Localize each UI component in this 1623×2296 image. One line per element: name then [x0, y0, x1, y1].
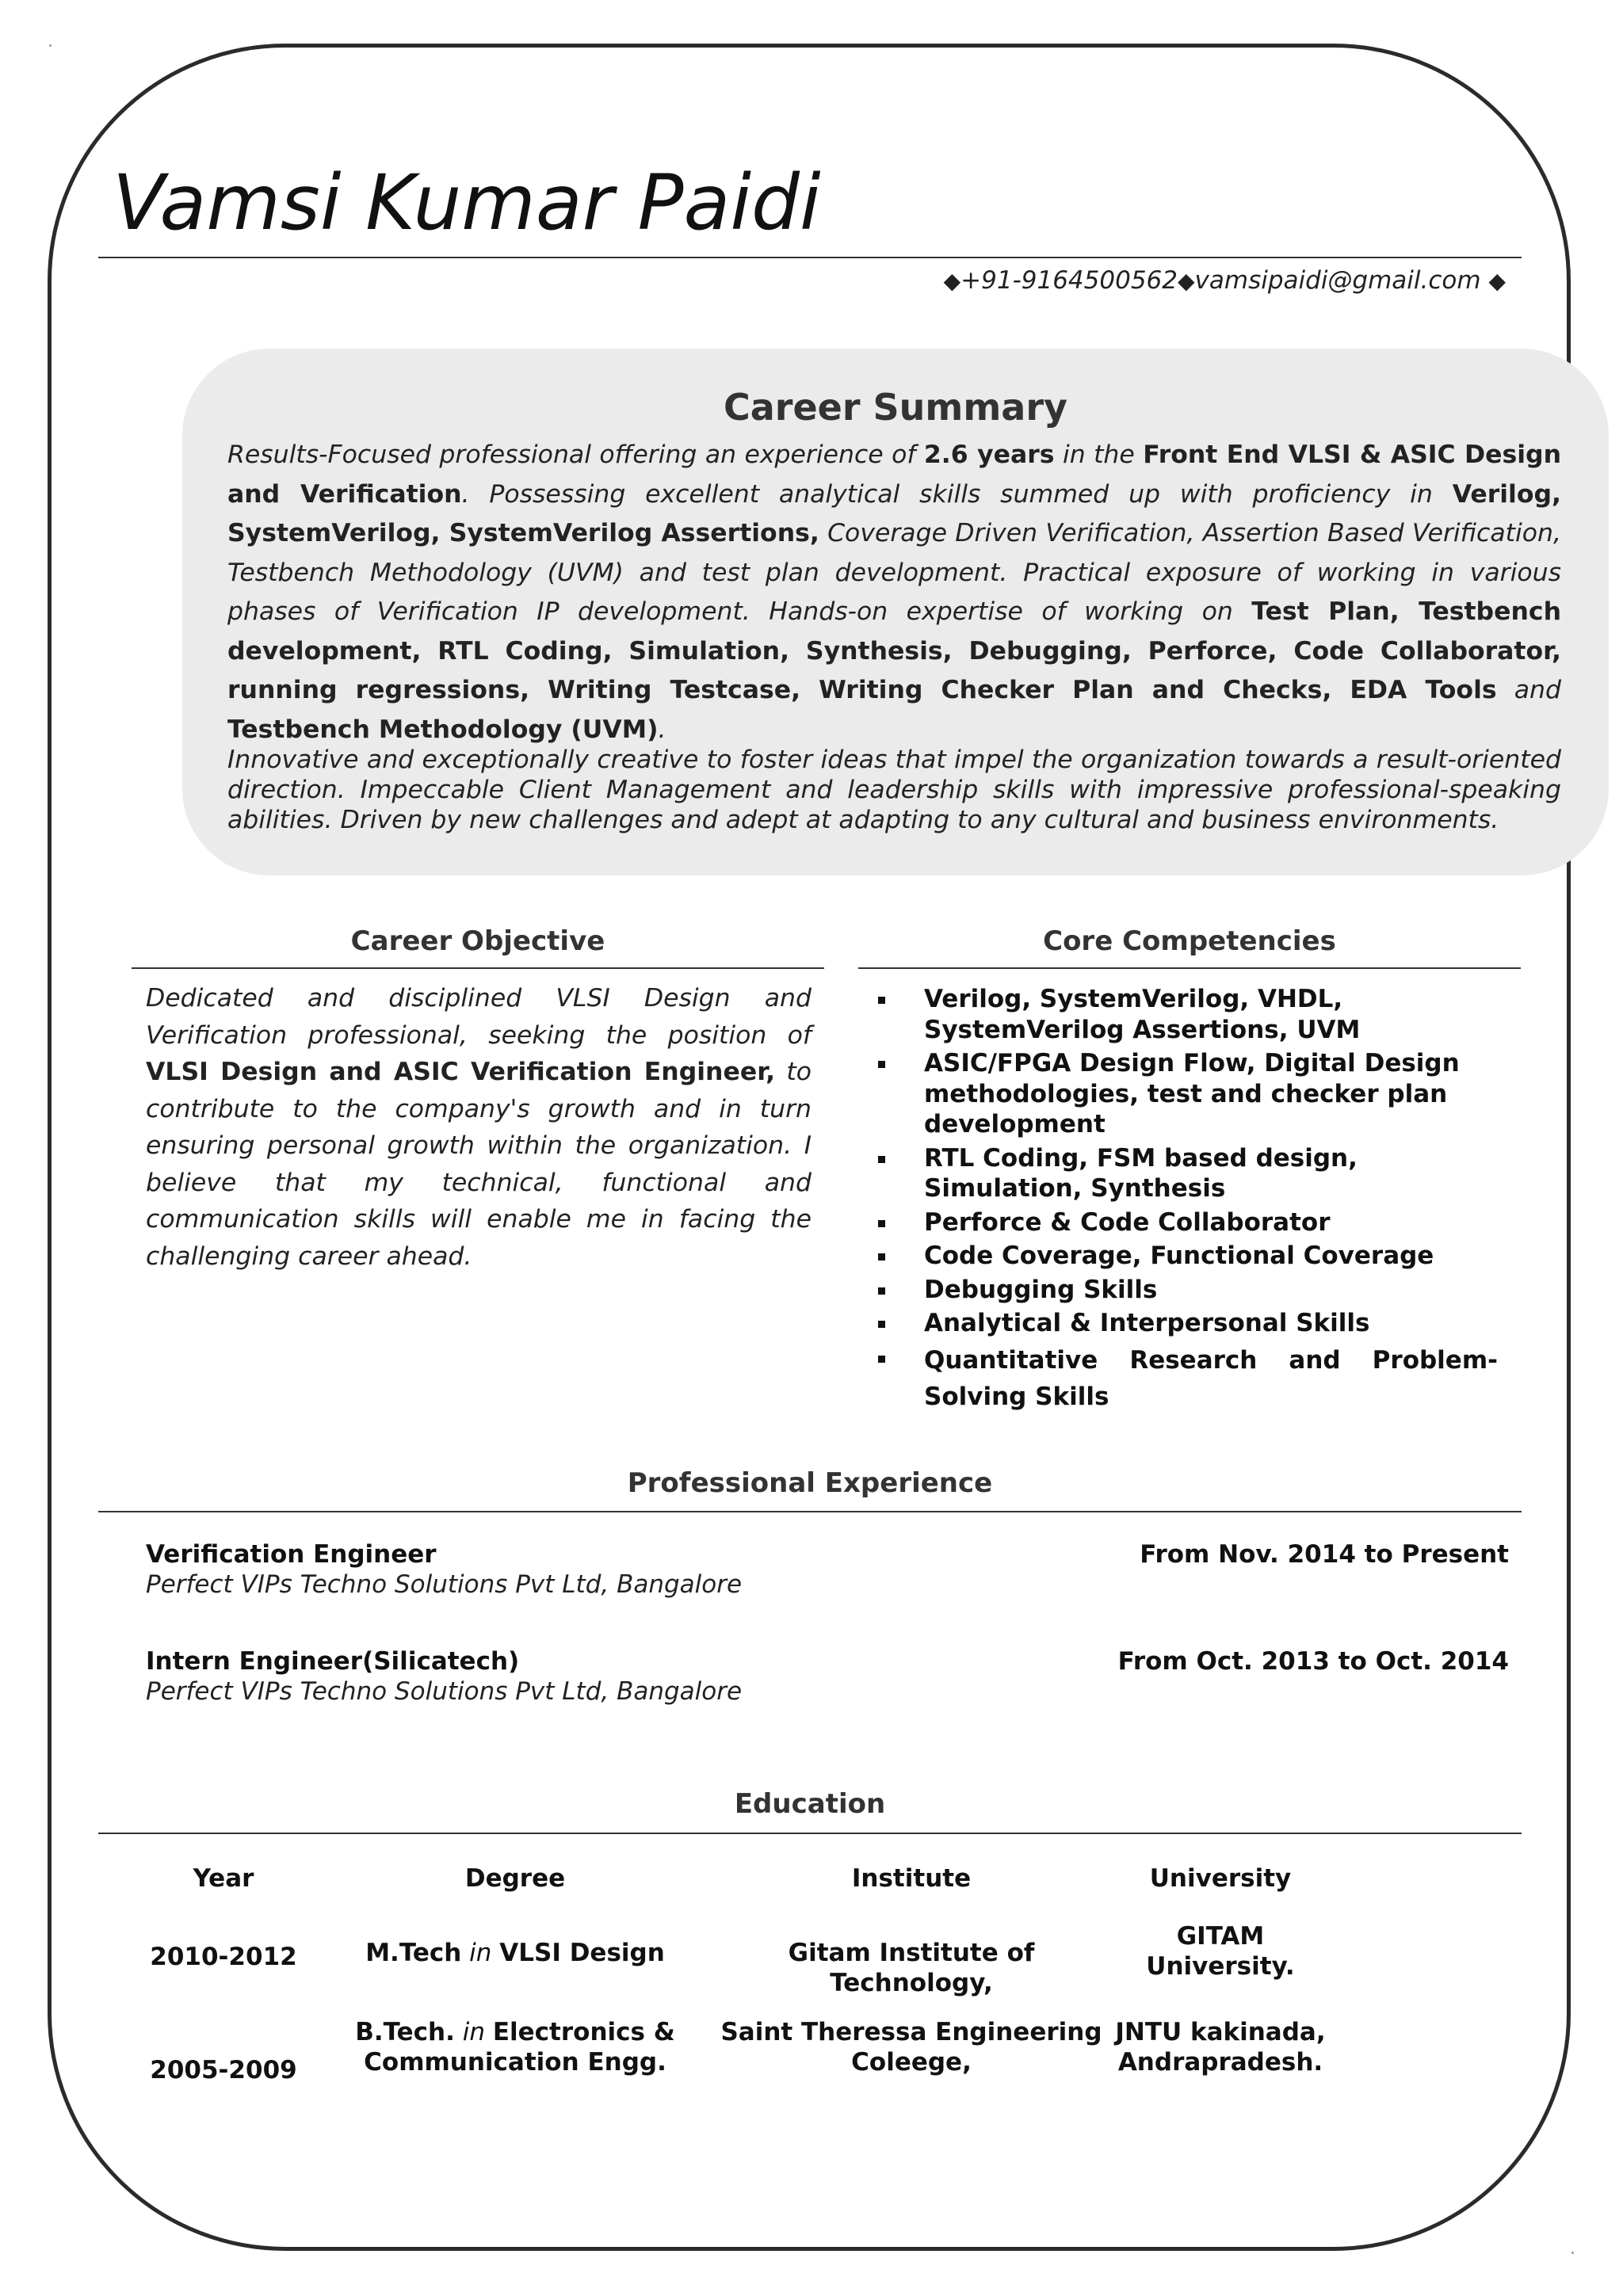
- objective-bold: VLSI Design and ASIC Verification Engineer,: [146, 1058, 776, 1086]
- university-line: Andrapradesh.: [1117, 2048, 1323, 2077]
- university-line: University.: [1146, 1952, 1295, 1981]
- university-line: GITAM: [1176, 1922, 1265, 1951]
- education-year: 2005-2009: [150, 2056, 297, 2084]
- degree-name: B.Tech.: [355, 2018, 455, 2046]
- degree-line: Communication Engg.: [364, 2048, 666, 2077]
- scan-speck: [49, 44, 52, 47]
- experience-title: Professional Experience: [627, 1467, 993, 1499]
- summary-text: . Possessing excellent analytical skills summed up with proficiency in: [461, 479, 1453, 509]
- list-item: Debugging Skills: [872, 1275, 1498, 1306]
- education-degree: [349, 1938, 682, 1968]
- list-item: Verilog, SystemVerilog, VHDL, SystemVerilog Assertions, UVM: [872, 984, 1498, 1045]
- education-university: [1109, 1921, 1331, 1981]
- table-header-year: Year: [193, 1864, 254, 1893]
- core-competencies-title: Core Competencies: [1043, 925, 1336, 957]
- candidate-name: Vamsi Kumar Paidi: [113, 158, 821, 247]
- career-summary-paragraph: [227, 436, 1561, 749]
- summary-bold: Test Plan, Testbench development, RTL Coding, Simulation, Synthesis, Debugging, Perforce, Code Collaborator, running regressions, Writing Testcase, Writing Checker Plan and Checks, EDA Tools: [227, 597, 1561, 704]
- career-summary-title: Career Summary: [723, 386, 1068, 429]
- degree-line: [349, 2017, 682, 2047]
- degree-connector: in: [461, 1939, 500, 1967]
- education-degree: [349, 2017, 682, 2077]
- university-line: JNTU kakinada,: [1115, 2018, 1326, 2046]
- objective-divider: [132, 967, 824, 969]
- summary-bold: Testbench Methodology (UVM): [227, 715, 659, 744]
- summary-bold: Verilog, SystemVerilog, SystemVerilog Assertions,: [227, 479, 1561, 547]
- job-role: Intern Engineer(Silicatech): [146, 1647, 520, 1676]
- career-objective-text: [146, 980, 812, 1275]
- degree-connector: in: [454, 2018, 493, 2046]
- phone-number[interactable]: +91-9164500562: [960, 266, 1178, 295]
- list-item: Analytical & Interpersonal Skills: [872, 1308, 1498, 1339]
- summary-text: and: [1496, 676, 1561, 704]
- contact-line: [944, 266, 1506, 295]
- header-divider: [98, 257, 1522, 258]
- education-divider: [98, 1833, 1522, 1834]
- diamond-icon: ◆: [1488, 268, 1506, 294]
- list-item: Code Coverage, Functional Coverage: [872, 1241, 1498, 1272]
- education-institute: [705, 2017, 1117, 2077]
- diamond-icon: ◆: [943, 268, 961, 294]
- table-header-university: University: [1149, 1864, 1292, 1893]
- education-year: 2010-2012: [150, 1943, 297, 1971]
- summary-bold: Front End VLSI & ASIC Design and Verification: [227, 441, 1561, 509]
- career-objective-title: Career Objective: [350, 925, 605, 957]
- objective-text: Dedicated and disciplined VLSI Design and Verification professional, seeking the position of: [146, 984, 812, 1050]
- institute-line: Saint Theressa Engineering: [720, 2018, 1102, 2046]
- degree-field: Electronics &: [492, 2018, 675, 2046]
- degree-name: M.Tech: [365, 1939, 462, 1967]
- summary-text: Coverage Driven Verification, Assertion Based Verification, Testbench Methodology (UVM) and test plan development. Practical exposure of working in various phases of Verification IP development. Hands-on expertise of working on: [227, 519, 1561, 626]
- scan-speck: [1571, 2252, 1574, 2254]
- job-role: Verification Engineer: [146, 1540, 437, 1569]
- education-title: Education: [734, 1788, 886, 1820]
- objective-text: to contribute to the company's growth and in turn ensuring personal growth within the organization. I believe that my technical, functional and communication skills will enable me in facing the challenging career ahead.: [146, 1058, 812, 1271]
- summary-text: in the: [1054, 441, 1144, 469]
- email-address[interactable]: vamsipaidi@gmail.com: [1194, 266, 1481, 295]
- list-item: RTL Coding, FSM based design, Simulation, Synthesis: [872, 1143, 1498, 1204]
- summary-text: Results-Focused professional offering an experience of: [227, 441, 924, 469]
- competencies-divider: [858, 967, 1521, 969]
- diamond-icon: ◆: [1178, 268, 1195, 294]
- table-header-institute: Institute: [851, 1864, 972, 1893]
- list-item: Perforce & Code Collaborator: [872, 1207, 1498, 1238]
- experience-divider: [98, 1511, 1522, 1512]
- job-company: Perfect VIPs Techno Solutions Pvt Ltd, Bangalore: [146, 1570, 743, 1599]
- career-summary-paragraph-2: Innovative and exceptionally creative to foster ideas that impel the organization towards a result-oriented direction. Impeccable Client Management and leadership skills with impressive professional-speaking abilities. Driven by new challenges and adept at adapting to any cultural and business environments.: [227, 746, 1561, 834]
- table-header-degree: Degree: [464, 1864, 566, 1893]
- job-company: Perfect VIPs Techno Solutions Pvt Ltd, Bangalore: [146, 1677, 743, 1706]
- education-university: [1109, 2017, 1331, 2077]
- summary-bold: 2.6 years: [923, 441, 1055, 469]
- institute-line: Coleege,: [851, 2048, 972, 2077]
- summary-text: .: [658, 715, 666, 744]
- competencies-list: [872, 984, 1498, 1418]
- education-institute: Gitam Institute of Technology,: [788, 1939, 1035, 1997]
- list-item: Quantitative Research and Problem-Solving Skills: [872, 1342, 1498, 1415]
- list-item: ASIC/FPGA Design Flow, Digital Design methodologies, test and checker plan development: [872, 1048, 1498, 1140]
- degree-field: VLSI Design: [499, 1939, 665, 1967]
- job-dates: From Nov. 2014 to Present: [1140, 1540, 1509, 1569]
- job-dates: From Oct. 2013 to Oct. 2014: [1117, 1647, 1509, 1676]
